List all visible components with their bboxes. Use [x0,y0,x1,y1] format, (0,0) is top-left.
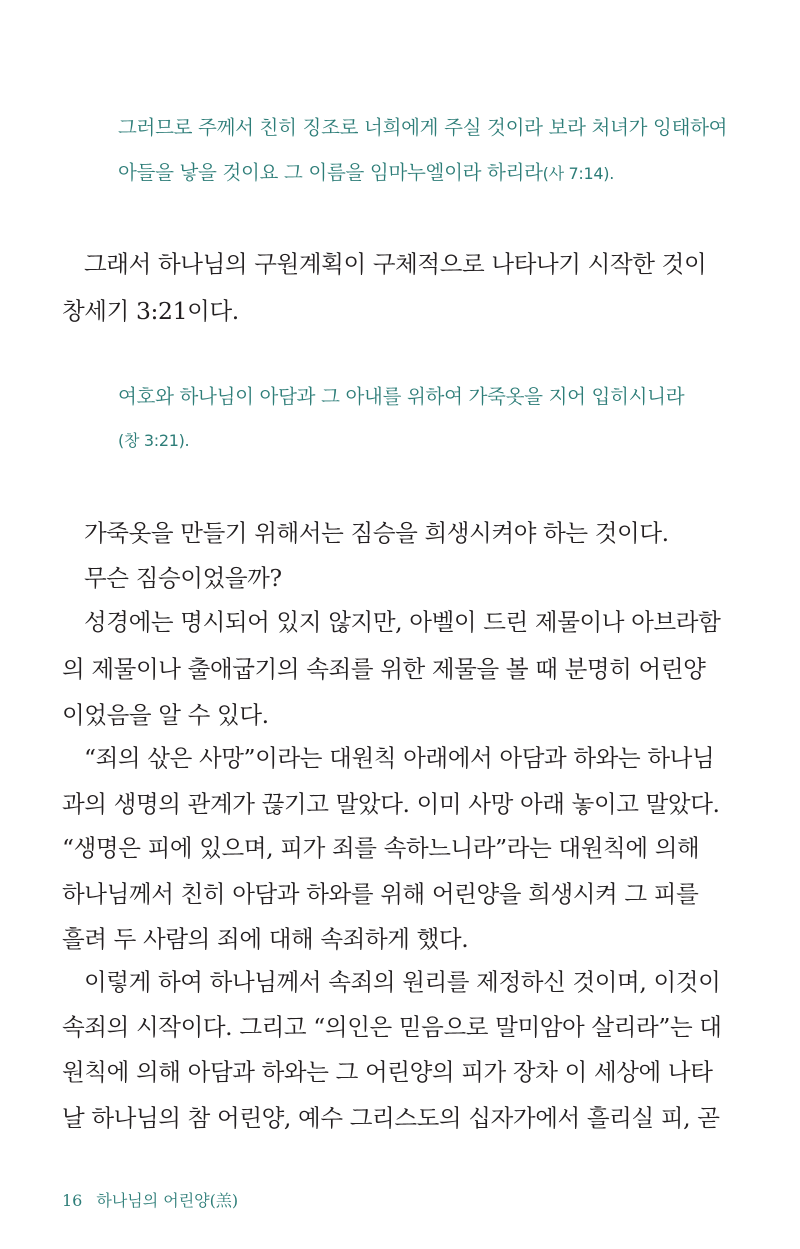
paragraph-line: 성경에는 명시되어 있지 않지만, 아벨이 드린 제물이나 아브라함 [84,608,721,636]
paragraph-line: 과의 생명의 관계가 끊기고 말았다. 이미 사망 아래 놓이고 말았다. [62,790,720,818]
paragraph-line: 날 하나님의 참 어린양, 예수 그리스도의 십자가에서 흘리실 피, 곧 [62,1104,720,1132]
scripture-quote-genesis-line2 [118,428,189,451]
paragraph-line: “생명은 피에 있으며, 피가 죄를 속하느니라”라는 대원칙에 의해 [62,834,700,862]
scripture-quote-isaiah-line1: 그러므로 주께서 친히 징조로 너희에게 주실 것이라 보라 처녀가 잉태하여 [118,116,728,139]
scripture-quote-genesis-line1: 여호와 하나님이 아담과 그 아내를 위하여 가죽옷을 지어 입히시니라 [118,385,685,408]
paragraph-line: “죄의 삯은 사망”이라는 대원칙 아래에서 아담과 하와는 하나님 [84,744,715,772]
paragraph-line: 그래서 하나님의 구원계획이 구체적으로 나타나기 시작한 것이 [84,250,707,278]
scripture-quote-isaiah-line2 [118,157,614,185]
paragraph-line: 창세기 3:21이다. [62,297,239,325]
paragraph-line: 흘려 두 사람의 죄에 대해 속죄하게 했다. [62,925,469,953]
scripture-quote-isaiah-text: 아들을 낳을 것이요 그 이름을 임마누엘이라 하리라 [118,161,543,184]
paragraph-line: 원칙에 의해 아담과 하와는 그 어린양의 피가 장차 이 세상에 나타 [62,1058,713,1086]
paragraph-line: 가죽옷을 만들기 위해서는 짐승을 희생시켜야 하는 것이다. [84,519,669,547]
paragraph-line: 의 제물이나 출애굽기의 속죄를 위한 제물을 볼 때 분명히 어린양 [62,655,706,683]
paragraph-line: 이었음을 알 수 있다. [62,701,269,729]
scripture-reference-genesis: (창 3:21). [118,431,190,450]
page-footer [62,1188,238,1211]
paragraph-line: 이렇게 하여 하나님께서 속죄의 원리를 제정하신 것이며, 이것이 [84,968,721,996]
paragraph-line: 무슨 짐승이었을까? [84,564,282,592]
running-title: 하나님의 어린양(羔) [96,1191,239,1210]
page-number: 16 [62,1191,83,1210]
paragraph-line: 속죄의 시작이다. 그리고 “의인은 믿음으로 말미암아 살리라”는 대 [62,1013,722,1041]
scripture-reference-isaiah: (사 7:14). [542,164,615,183]
paragraph-line: 하나님께서 친히 아담과 하와를 위해 어린양을 희생시켜 그 피를 [62,880,699,908]
